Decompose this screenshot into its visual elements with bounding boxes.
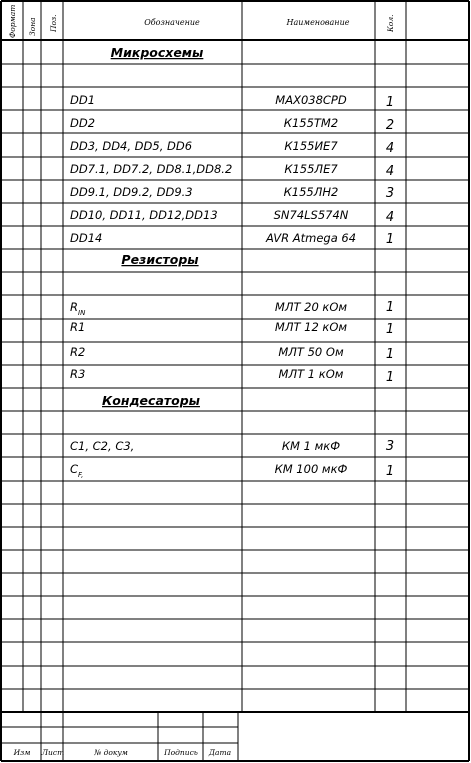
row-name: МЛТ 12 кОм	[274, 320, 348, 334]
row-designation: DD14	[70, 231, 103, 245]
row-name: МЛТ 20 кОм	[274, 300, 348, 314]
header-position: Поз.	[49, 14, 58, 32]
spec-row	[70, 462, 394, 479]
spec-row	[70, 162, 394, 179]
row-designation: DD1	[70, 93, 96, 107]
row-designation: DD7.1, DD7.2, DD8.1,DD8.2	[70, 162, 233, 176]
spec-row	[70, 93, 394, 110]
spec-row	[70, 231, 394, 247]
spec-row	[70, 439, 394, 454]
row-designation: $C_{F,}$	[70, 462, 84, 479]
spec-row	[70, 139, 394, 156]
row-designation: C1, C2, C3,	[70, 439, 135, 453]
header-designation: Обозначение	[144, 18, 200, 27]
row-designation: $R_{IN}$	[70, 300, 86, 317]
row-name: К155ИЕ7	[284, 139, 338, 153]
row-name: К155ТМ2	[283, 116, 339, 130]
header-format: Формат	[8, 4, 17, 38]
spec-row	[70, 208, 394, 225]
spec-row	[70, 116, 394, 133]
row-name: MAX038CPD	[275, 93, 347, 107]
row-quantity: 3	[385, 439, 395, 454]
row-name: SN74LS574N	[273, 208, 349, 222]
row-quantity: 3	[385, 186, 395, 201]
row-name: МЛТ 1 кОм	[278, 367, 344, 381]
stamp-signature: Подпись	[164, 748, 198, 757]
row-quantity: 1	[385, 300, 395, 315]
row-designation: DD3, DD4, DD5, DD6	[70, 139, 193, 153]
spec-row	[70, 320, 394, 337]
spec-row	[70, 345, 394, 362]
row-quantity: 2	[385, 118, 395, 133]
row-designation: R3	[70, 367, 86, 381]
section-resistors: Резисторы	[121, 252, 199, 267]
header-zone: Зона	[28, 17, 37, 36]
row-name: К155ЛН2	[283, 185, 339, 199]
row-quantity: 1	[385, 232, 395, 247]
row-name: КМ 1 мкФ	[281, 439, 341, 453]
row-quantity: 1	[385, 322, 395, 337]
row-designation: DD2	[70, 116, 96, 130]
row-quantity: 1	[385, 347, 395, 362]
spec-row	[70, 367, 394, 385]
section-capacitors: Кондесаторы	[102, 393, 200, 408]
section-microchips: Микросхемы	[110, 45, 204, 60]
spec-rows	[70, 93, 394, 479]
row-quantity: 1	[385, 370, 395, 385]
row-name: КМ 100 мкФ	[274, 462, 348, 476]
stamp-doc-no: № докум	[94, 748, 128, 757]
row-quantity: 1	[385, 95, 395, 110]
row-designation: DD9.1, DD9.2, DD9.3	[70, 185, 193, 199]
stamp-sheet: Лист	[41, 748, 65, 757]
row-quantity: 4	[385, 210, 395, 225]
row-designation: DD10, DD11, DD12,DD13	[70, 208, 218, 222]
row-name: МЛТ 50 Ом	[278, 345, 344, 359]
header-quantity: Кол.	[386, 14, 395, 32]
stamp-date: Дата	[208, 748, 232, 757]
row-quantity: 4	[385, 141, 395, 156]
header-name: Наименование	[286, 18, 350, 27]
spec-row	[70, 300, 394, 317]
row-designation: R2	[70, 345, 86, 359]
row-name: К155ЛЕ7	[284, 162, 338, 176]
row-quantity: 1	[385, 464, 395, 479]
row-name: AVR Atmega 64	[265, 231, 357, 245]
stamp-change: Изм	[13, 748, 31, 757]
row-quantity: 4	[385, 164, 395, 179]
spec-row	[70, 185, 394, 201]
row-designation: R1	[70, 320, 86, 334]
